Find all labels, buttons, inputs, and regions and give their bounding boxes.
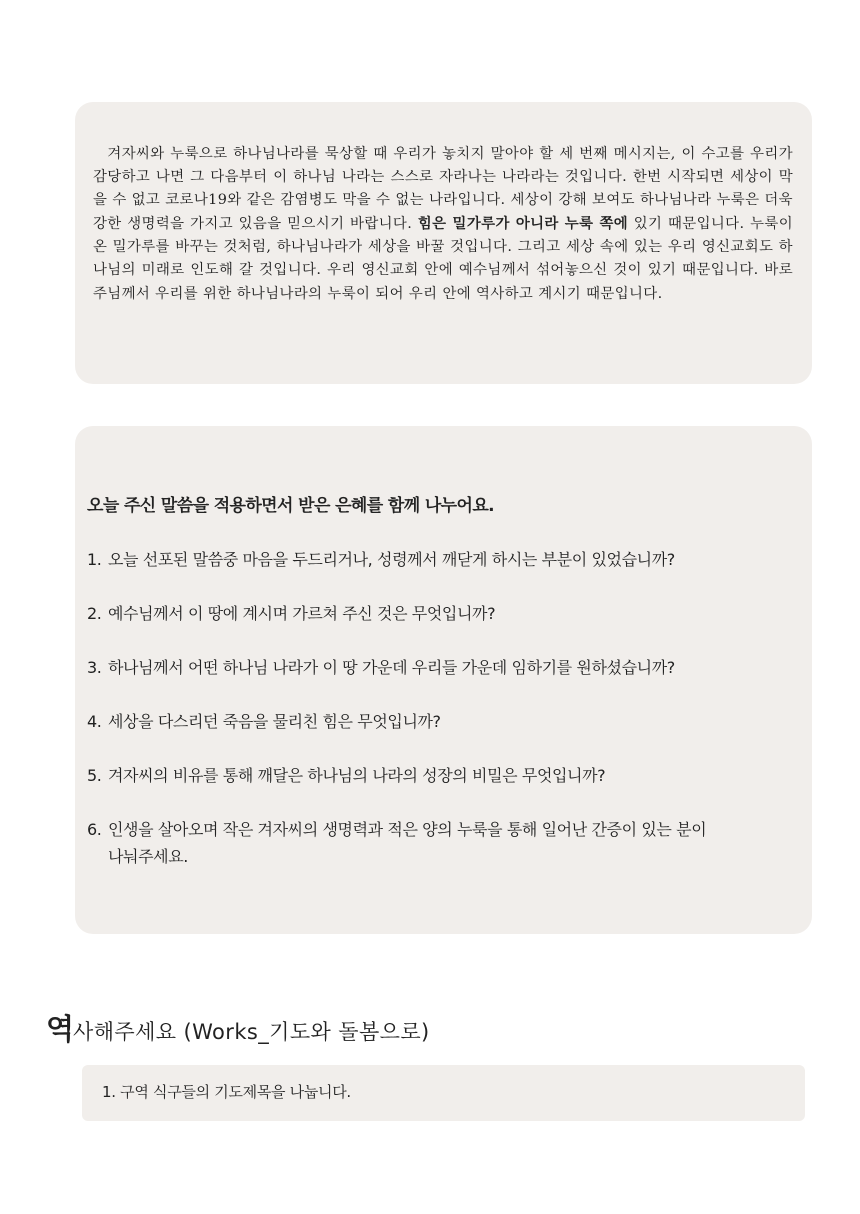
question-text-continued: 나눠주세요. <box>108 847 188 866</box>
question-text: 예수님께서 이 땅에 계시며 가르쳐 주신 것은 무엇입니까? <box>108 604 496 623</box>
question-text: 인생을 살아오며 작은 겨자씨의 생명력과 적은 양의 누룩을 통해 일어난 간증이 있는 분이 <box>108 820 707 839</box>
question-text: 오늘 선포된 말씀중 마음을 두드리거나, 성령께서 깨닫게 하시는 부분이 있었습니까? <box>108 550 675 569</box>
questions-title: 오늘 주신 말씀을 적용하면서 받은 은혜를 함께 나누어요. <box>87 496 494 516</box>
message-text-rest: 있기 때문입니다. 누룩이 온 밀가루를 바꾸는 것처럼, 하나님나라가 세상을 바꿀 것입니다. 그리고 세상 속에 있는 우리 영신교회도 하나님의 미래로 인도해 갈 것입니다. 우리 영신교회 안에 예수님께서 섞어놓으신 것이 있기 때문입니다. 바로 주님께서 우리를 위한 하나님나라의 누룩이 되어 우리 안에 역사하고 계시기 때문입니다. <box>93 216 794 302</box>
question-item <box>87 600 767 627</box>
prayer-heading-text: 사해주세요 (Works_기도와 돌봄으로) <box>73 1020 430 1044</box>
question-item <box>87 708 767 735</box>
question-text: 겨자씨의 비유를 통해 깨달은 하나님의 나라의 성장의 비밀은 무엇입니까? <box>108 766 606 785</box>
question-text: 세상을 다스리던 죽음을 물리친 힘은 무엇입니까? <box>108 712 441 731</box>
message-paragraph <box>93 143 793 306</box>
question-number: 6. <box>87 820 102 839</box>
message-text: 겨자씨와 누룩으로 하나님나라를 묵상할 때 우리가 놓치지 말아야 할 세 번째 메시지는, 이 수고를 우리가 감당하고 나면 그 다음부터 이 하나님 나라는 스스로 자라나는 나라라는 것입니다. 한번 시작되면 세상이 막을 수 없고 코로나19와 같은 감염병도 막을 수 없는 나라입니다. 세상이 강해 보여도 하나님나라 누룩은 더욱 강한 생명력을 가지고 있음을 믿으시기 바랍니다. <box>93 146 793 233</box>
question-number: 3. <box>87 658 102 677</box>
question-item <box>87 762 767 789</box>
message-bold-text: 힘은 밀가루가 아니라 누룩 쪽에 <box>417 215 629 233</box>
prayer-item: 1. 구역 식구들의 기도제목을 나눕니다. <box>102 1083 351 1101</box>
question-number: 2. <box>87 604 102 623</box>
question-item <box>87 816 767 870</box>
question-item <box>87 546 767 573</box>
prayer-heading-initial: 역 <box>46 1012 74 1046</box>
question-number: 1. <box>87 550 102 569</box>
question-item <box>87 654 767 681</box>
question-number: 5. <box>87 766 102 785</box>
question-text: 하나님께서 어떤 하나님 나라가 이 땅 가운데 우리들 가운데 임하기를 원하셨습니까? <box>108 658 675 677</box>
question-number: 4. <box>87 712 102 731</box>
prayer-heading <box>46 1007 430 1048</box>
